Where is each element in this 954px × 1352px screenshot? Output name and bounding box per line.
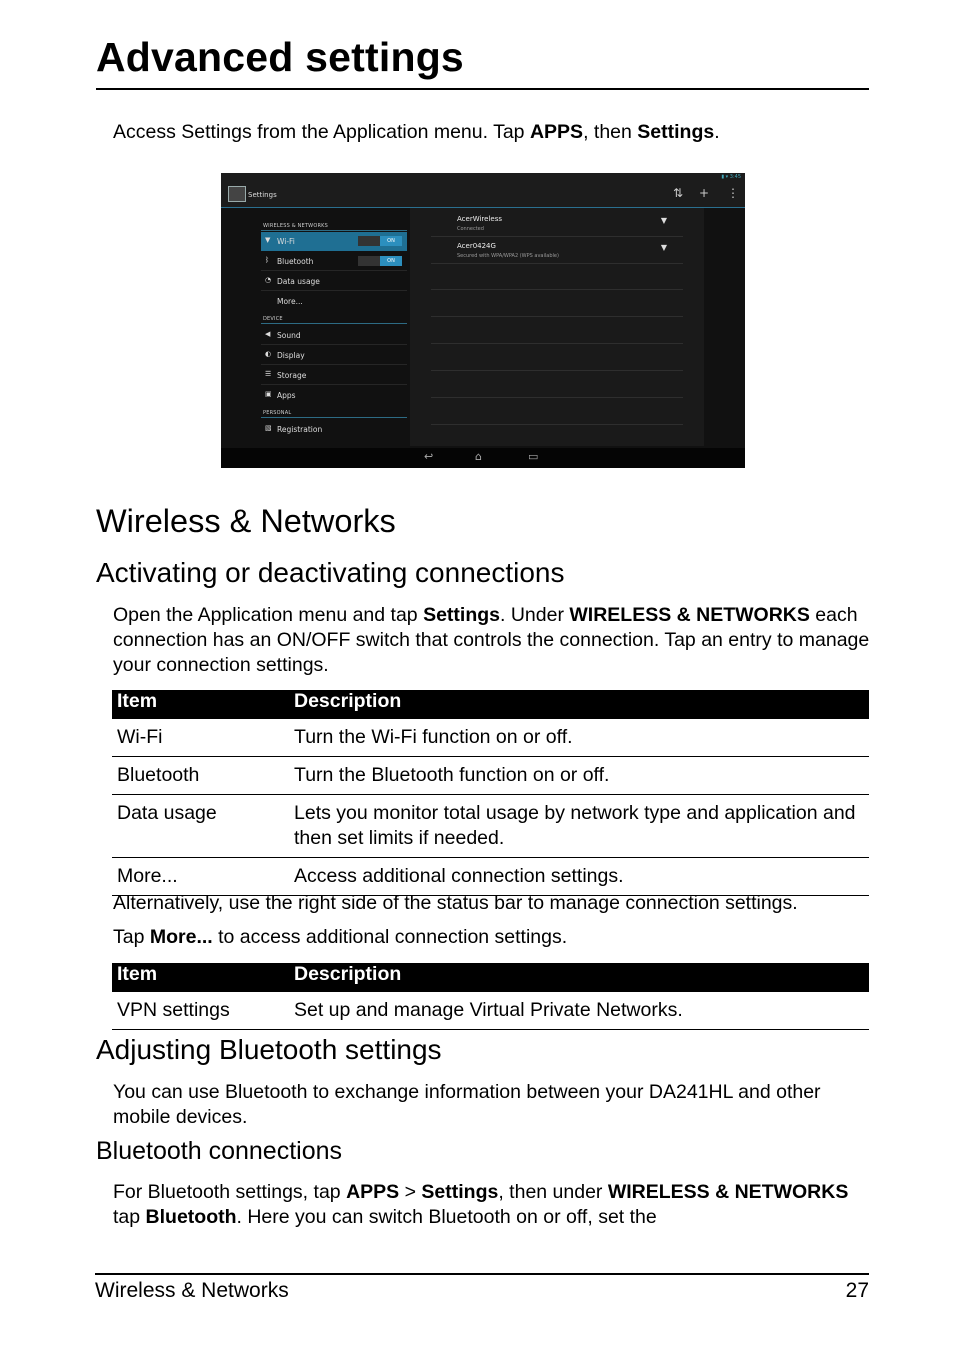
navigation-bar [221, 448, 745, 468]
section-device: DEVICE [263, 316, 283, 322]
status-bar: ▮ ▾ 3:45 [721, 174, 741, 180]
settings-item-storage[interactable]: ☰ Storage [261, 366, 407, 385]
settings-app-icon [228, 186, 246, 202]
bluetooth-icon: ᛒ [265, 256, 270, 264]
settings-item-apps[interactable]: ▣ Apps [265, 390, 296, 400]
add-network-icon[interactable]: + [699, 186, 710, 200]
settings-list [259, 208, 409, 446]
network-row[interactable]: AcerWireless Connected ▼ [431, 210, 683, 237]
connections-table [112, 690, 869, 896]
subsection-heading: Adjusting Bluetooth settings [96, 1034, 442, 1065]
home-icon[interactable]: ⌂ [475, 450, 482, 463]
page-number: 27 [845, 1279, 869, 1302]
wifi-network-list [410, 208, 704, 446]
activating-paragraph: Open the Application menu and tap Settings. Under WIRELESS & NETWORKS each connection has an ON/OFF switch that controls the connection. Tap an entry to manage your connection settings. [113, 604, 870, 676]
table-row: More... Access additional connection settings. [112, 858, 869, 896]
registration-icon: ▧ [265, 424, 272, 432]
subsection-heading: Activating or deactivating connections [96, 557, 565, 588]
tap-more-paragraph: Tap More... to access additional connection settings. [113, 926, 568, 948]
wifi-secured-icon: ▼ [660, 243, 667, 252]
recent-apps-icon[interactable]: ▭ [528, 450, 539, 463]
alternative-paragraph: Alternatively, use the right side of the status bar to manage connection settings. [113, 892, 798, 914]
empty-row [431, 289, 683, 290]
intro-paragraph: Access Settings from the Application menu. Tap APPS, then Settings. [113, 121, 720, 143]
section-rule [261, 323, 407, 324]
vpn-table [112, 963, 869, 1030]
section-rule [261, 417, 407, 418]
wifi-icon: ▼ [265, 236, 271, 244]
apps-icon: ▣ [265, 390, 272, 398]
settings-item-sound[interactable]: ◀ Sound [261, 326, 407, 345]
back-icon[interactable]: ↩ [424, 450, 434, 463]
empty-row [431, 316, 683, 317]
settings-item-display[interactable]: ◐ Display [261, 346, 407, 365]
display-icon: ◐ [265, 350, 272, 358]
settings-item-data-usage[interactable]: ◔ Data usage [261, 272, 407, 291]
footer-section: Wireless & Networks [95, 1279, 289, 1302]
table-row: Wi-Fi Turn the Wi-Fi function on or off. [112, 719, 869, 757]
bluetooth-toggle[interactable]: ON [358, 256, 402, 266]
settings-item-wifi[interactable]: ▼ Wi-Fi ON [261, 232, 407, 251]
section-wireless: WIRELESS & NETWORKS [263, 223, 328, 229]
bluetooth-paragraph: You can use Bluetooth to exchange information between your DA241HL and other mobile devices. [113, 1081, 821, 1128]
data-usage-icon: ◔ [265, 276, 272, 284]
app-title: Settings [248, 191, 277, 199]
storage-icon: ☰ [265, 370, 272, 378]
section-rule [261, 230, 407, 231]
table-header-row: Item Description [112, 963, 869, 992]
settings-screenshot [221, 173, 745, 468]
settings-item-bluetooth[interactable]: ᛒ Bluetooth ON [261, 252, 407, 271]
network-row[interactable]: Acer0424G Secured with WPA/WPA2 (WPS available) ▼ [431, 237, 683, 264]
sub-subsection-heading: Bluetooth connections [96, 1137, 343, 1165]
settings-item-registration[interactable]: ▧ Registration [265, 424, 323, 434]
overflow-menu-icon[interactable]: ⋮ [727, 186, 739, 200]
empty-row [431, 370, 683, 371]
sound-icon: ◀ [265, 330, 271, 338]
wifi-toggle[interactable]: ON [358, 236, 402, 246]
action-bar [221, 173, 745, 208]
empty-row [431, 397, 683, 398]
table-row: Bluetooth Turn the Bluetooth function on or off. [112, 757, 869, 795]
bluetooth-connections-paragraph: For Bluetooth settings, tap APPS > Settings, then under WIRELESS & NETWORKS tap Bluetooth. Here you can switch Bluetooth on or off, set the [113, 1181, 849, 1228]
empty-row [431, 343, 683, 344]
section-personal: PERSONAL [263, 410, 292, 416]
page-title: Advanced settings [96, 34, 464, 80]
footer-rule [95, 1273, 869, 1275]
wifi-signal-icon: ▼ [660, 216, 667, 225]
settings-item-more[interactable]: More... [277, 297, 303, 306]
table-row: VPN settings Set up and manage Virtual Private Networks. [112, 992, 869, 1030]
title-rule [96, 88, 869, 90]
section-heading: Wireless & Networks [96, 503, 396, 539]
table-row: Data usage Lets you monitor total usage by network type and application and then set limits if needed. [112, 795, 869, 858]
empty-row [431, 424, 683, 425]
refresh-icon[interactable]: ⇅ [673, 186, 684, 200]
table-header-row: Item Description [112, 690, 869, 719]
